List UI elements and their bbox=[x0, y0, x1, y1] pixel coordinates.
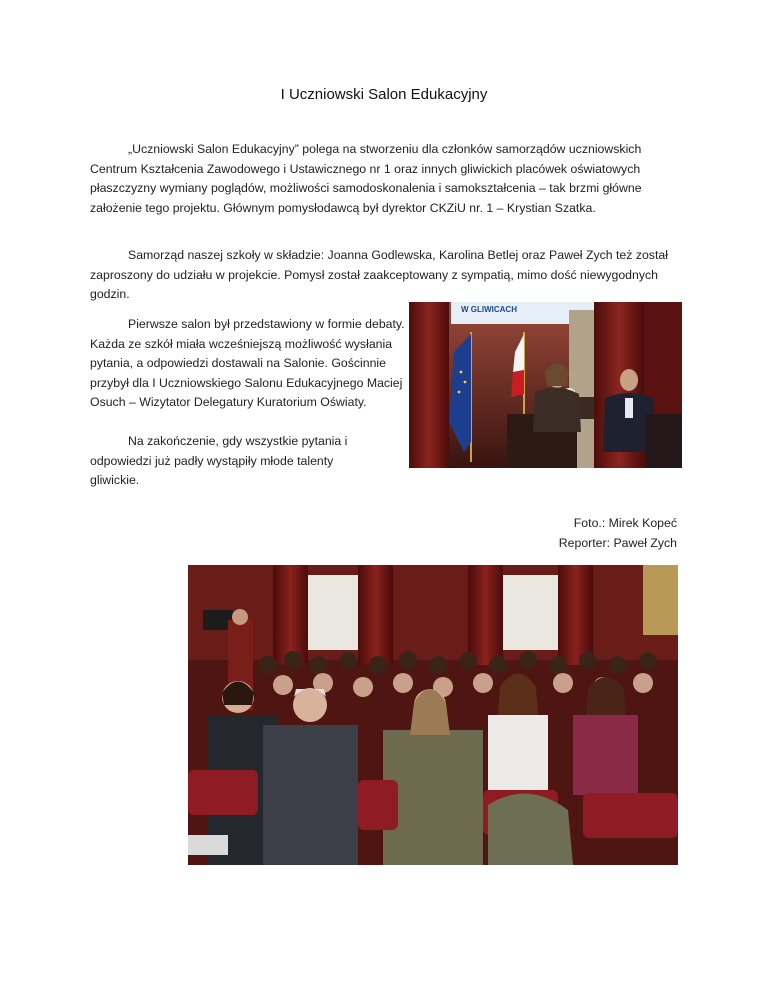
paragraph-council-text: Samorząd naszej szkoły w składzie: Joanna Godlewska, Karolina Betlej oraz Paweł Zych też został zaproszony do udziału w projekcie. Pomysł został zaakceptowany z sympatią, mimo dość niewygodnych godzin. bbox=[90, 248, 668, 301]
paragraph-intro-text: „Uczniowski Salon Edukacyjny” polega na stworzeniu dla członków samorządów uczniowskich Centrum Kształcenia Zawodowego i Ustawicznego nr 1 oraz innych gliwickich placówek oświatowych płaszczyzny wymiany poglądów, możliwości samodoskonalenia i samokształcenia – tak brzmi główne założenie tego projektu. Głównym pomysłodawcą był dyrektor CKZiU nr. 1 – Krystian Szatka. bbox=[90, 142, 642, 215]
audience-photo bbox=[188, 565, 678, 865]
photo-credit: Foto.: Mirek Kopeć bbox=[573, 516, 677, 530]
banner-text: W GLIWICACH bbox=[461, 305, 517, 314]
audience-photo-illustration bbox=[188, 565, 678, 865]
paragraph-ending-text: Na zakończenie, gdy wszystkie pytania i odpowiedzi już padły wystąpiły młode talenty gliwickie. bbox=[90, 434, 348, 487]
paragraph-debate-text: Pierwsze salon był przedstawiony w formie debaty. Każda ze szkół miała wcześniejszą możliwość wysłania pytania, a odpowiedzi dostawali na Salonie. Gościnnie przybył dla I Uczniowskiego Salonu Edukacyjnego Maciej Osuch – Wizytator Delegatury Kuratorium Oświaty. bbox=[90, 317, 405, 409]
paragraph-intro bbox=[90, 140, 680, 218]
debate-photo bbox=[409, 302, 682, 468]
reporter-credit: Reporter: Paweł Zych bbox=[558, 536, 677, 550]
paragraph-council bbox=[90, 246, 680, 305]
paragraph-ending bbox=[90, 432, 380, 491]
debate-photo-illustration bbox=[409, 302, 682, 468]
paragraph-debate bbox=[90, 315, 410, 413]
page-title: I Uczniowski Salon Edukacyjny bbox=[280, 86, 488, 103]
